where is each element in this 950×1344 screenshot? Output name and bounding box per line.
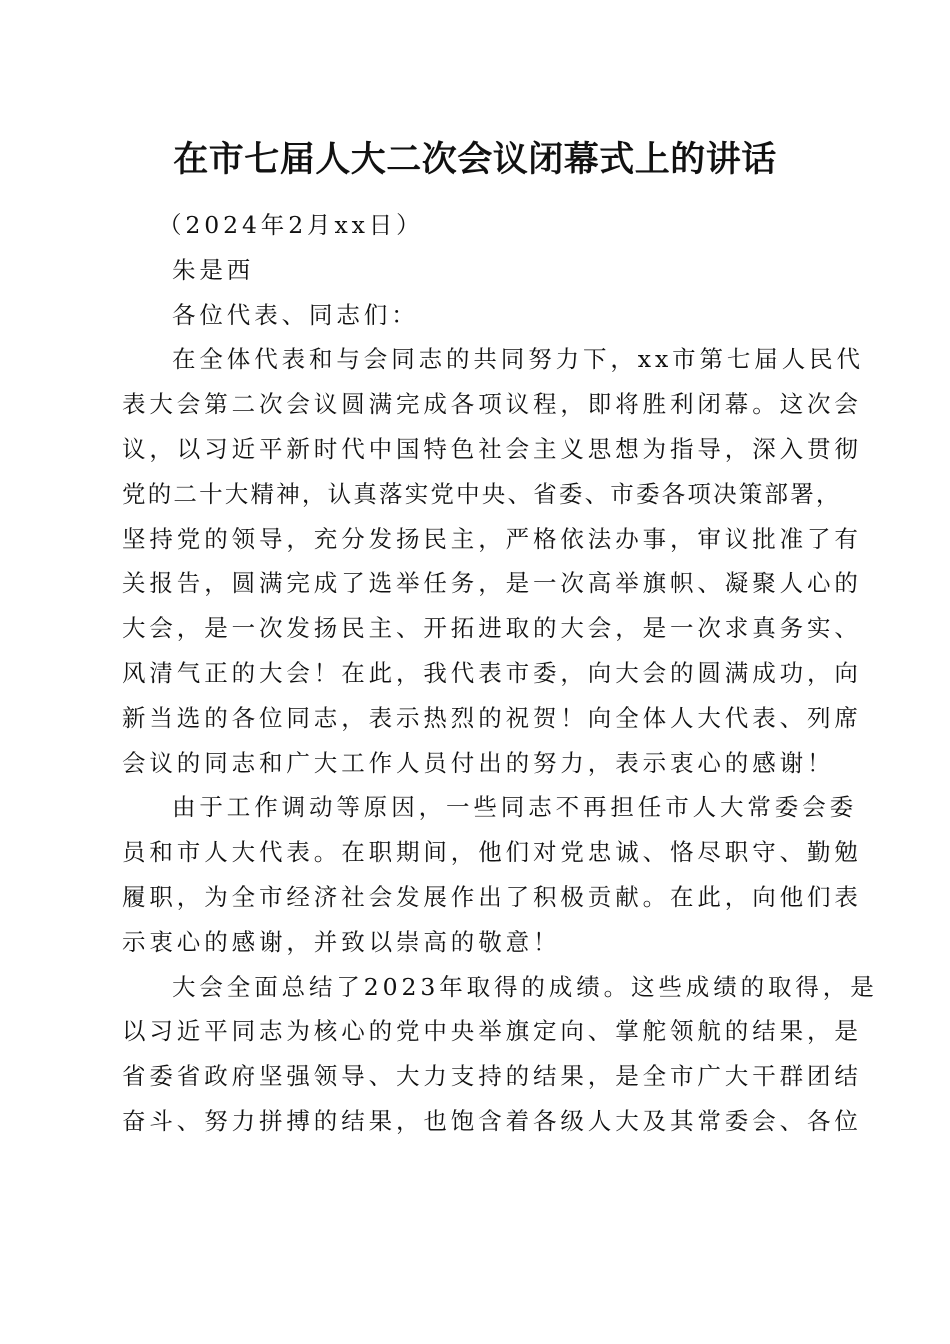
paragraph-line: 党的二十大精神，认真落实党中央、省委、市委各项决策部署， xyxy=(122,479,842,508)
document-body xyxy=(122,203,878,1144)
paragraph-line: 坚持党的领导，充分发扬民主，严格依法办事，审议批准了有 xyxy=(122,524,862,553)
paragraph-line: 员和市人大代表。在职期间，他们对党忠诚、恪尽职守、勤勉 xyxy=(122,838,862,867)
date-line: （2024年2月xx日） xyxy=(158,211,424,239)
paragraph-line: 议，以习近平新时代中国特色社会主义思想为指导，深入贯彻 xyxy=(122,434,862,463)
paragraph-line: 履职，为全市经济社会发展作出了积极贡献。在此，向他们表 xyxy=(122,882,862,911)
salutation-line: 各位代表、同志们： xyxy=(172,300,419,329)
paragraph-line: 示衷心的感谢，并致以崇高的敬意！ xyxy=(122,927,561,956)
paragraph-line: 在全体代表和与会同志的共同努力下，xx市第七届人民代 xyxy=(172,345,864,374)
paragraph-line: 大会，是一次发扬民主、开拓进取的大会，是一次求真务实、 xyxy=(122,614,862,643)
paragraph-3 xyxy=(122,965,878,1144)
paragraph-line: 奋斗、努力拼搏的结果，也饱含着各级人大及其常委会、各位 xyxy=(122,1106,862,1135)
paragraph-2 xyxy=(122,785,862,964)
paragraph-1 xyxy=(122,337,864,785)
paragraph-line: 省委省政府坚强领导、大力支持的结果，是全市广大干群团结 xyxy=(122,1062,862,1091)
paragraph-line: 新当选的各位同志，表示热烈的祝贺！向全体人大代表、列席 xyxy=(122,703,862,732)
paragraph-line: 会议的同志和广大工作人员付出的努力，表示衷心的感谢！ xyxy=(122,748,835,777)
document-title: 在市七届人大二次会议闭幕式上的讲话 xyxy=(173,139,777,180)
paragraph-line: 大会全面总结了2023年取得的成绩。这些成绩的取得，是 xyxy=(172,972,878,1001)
paragraph-line: 风清气正的大会！在此，我代表市委，向大会的圆满成功，向 xyxy=(122,658,862,687)
paragraph-line: 以习近平同志为核心的党中央举旗定向、掌舵领航的结果，是 xyxy=(122,1017,862,1046)
paragraph-line: 由于工作调动等原因，一些同志不再担任市人大常委会委 xyxy=(172,793,857,822)
author-line: 朱是西 xyxy=(172,255,255,284)
paragraph-line: 关报告，圆满完成了选举任务，是一次高举旗帜、凝聚人心的 xyxy=(122,569,862,598)
paragraph-line: 表大会第二次会议圆满完成各项议程，即将胜利闭幕。这次会 xyxy=(122,390,862,419)
